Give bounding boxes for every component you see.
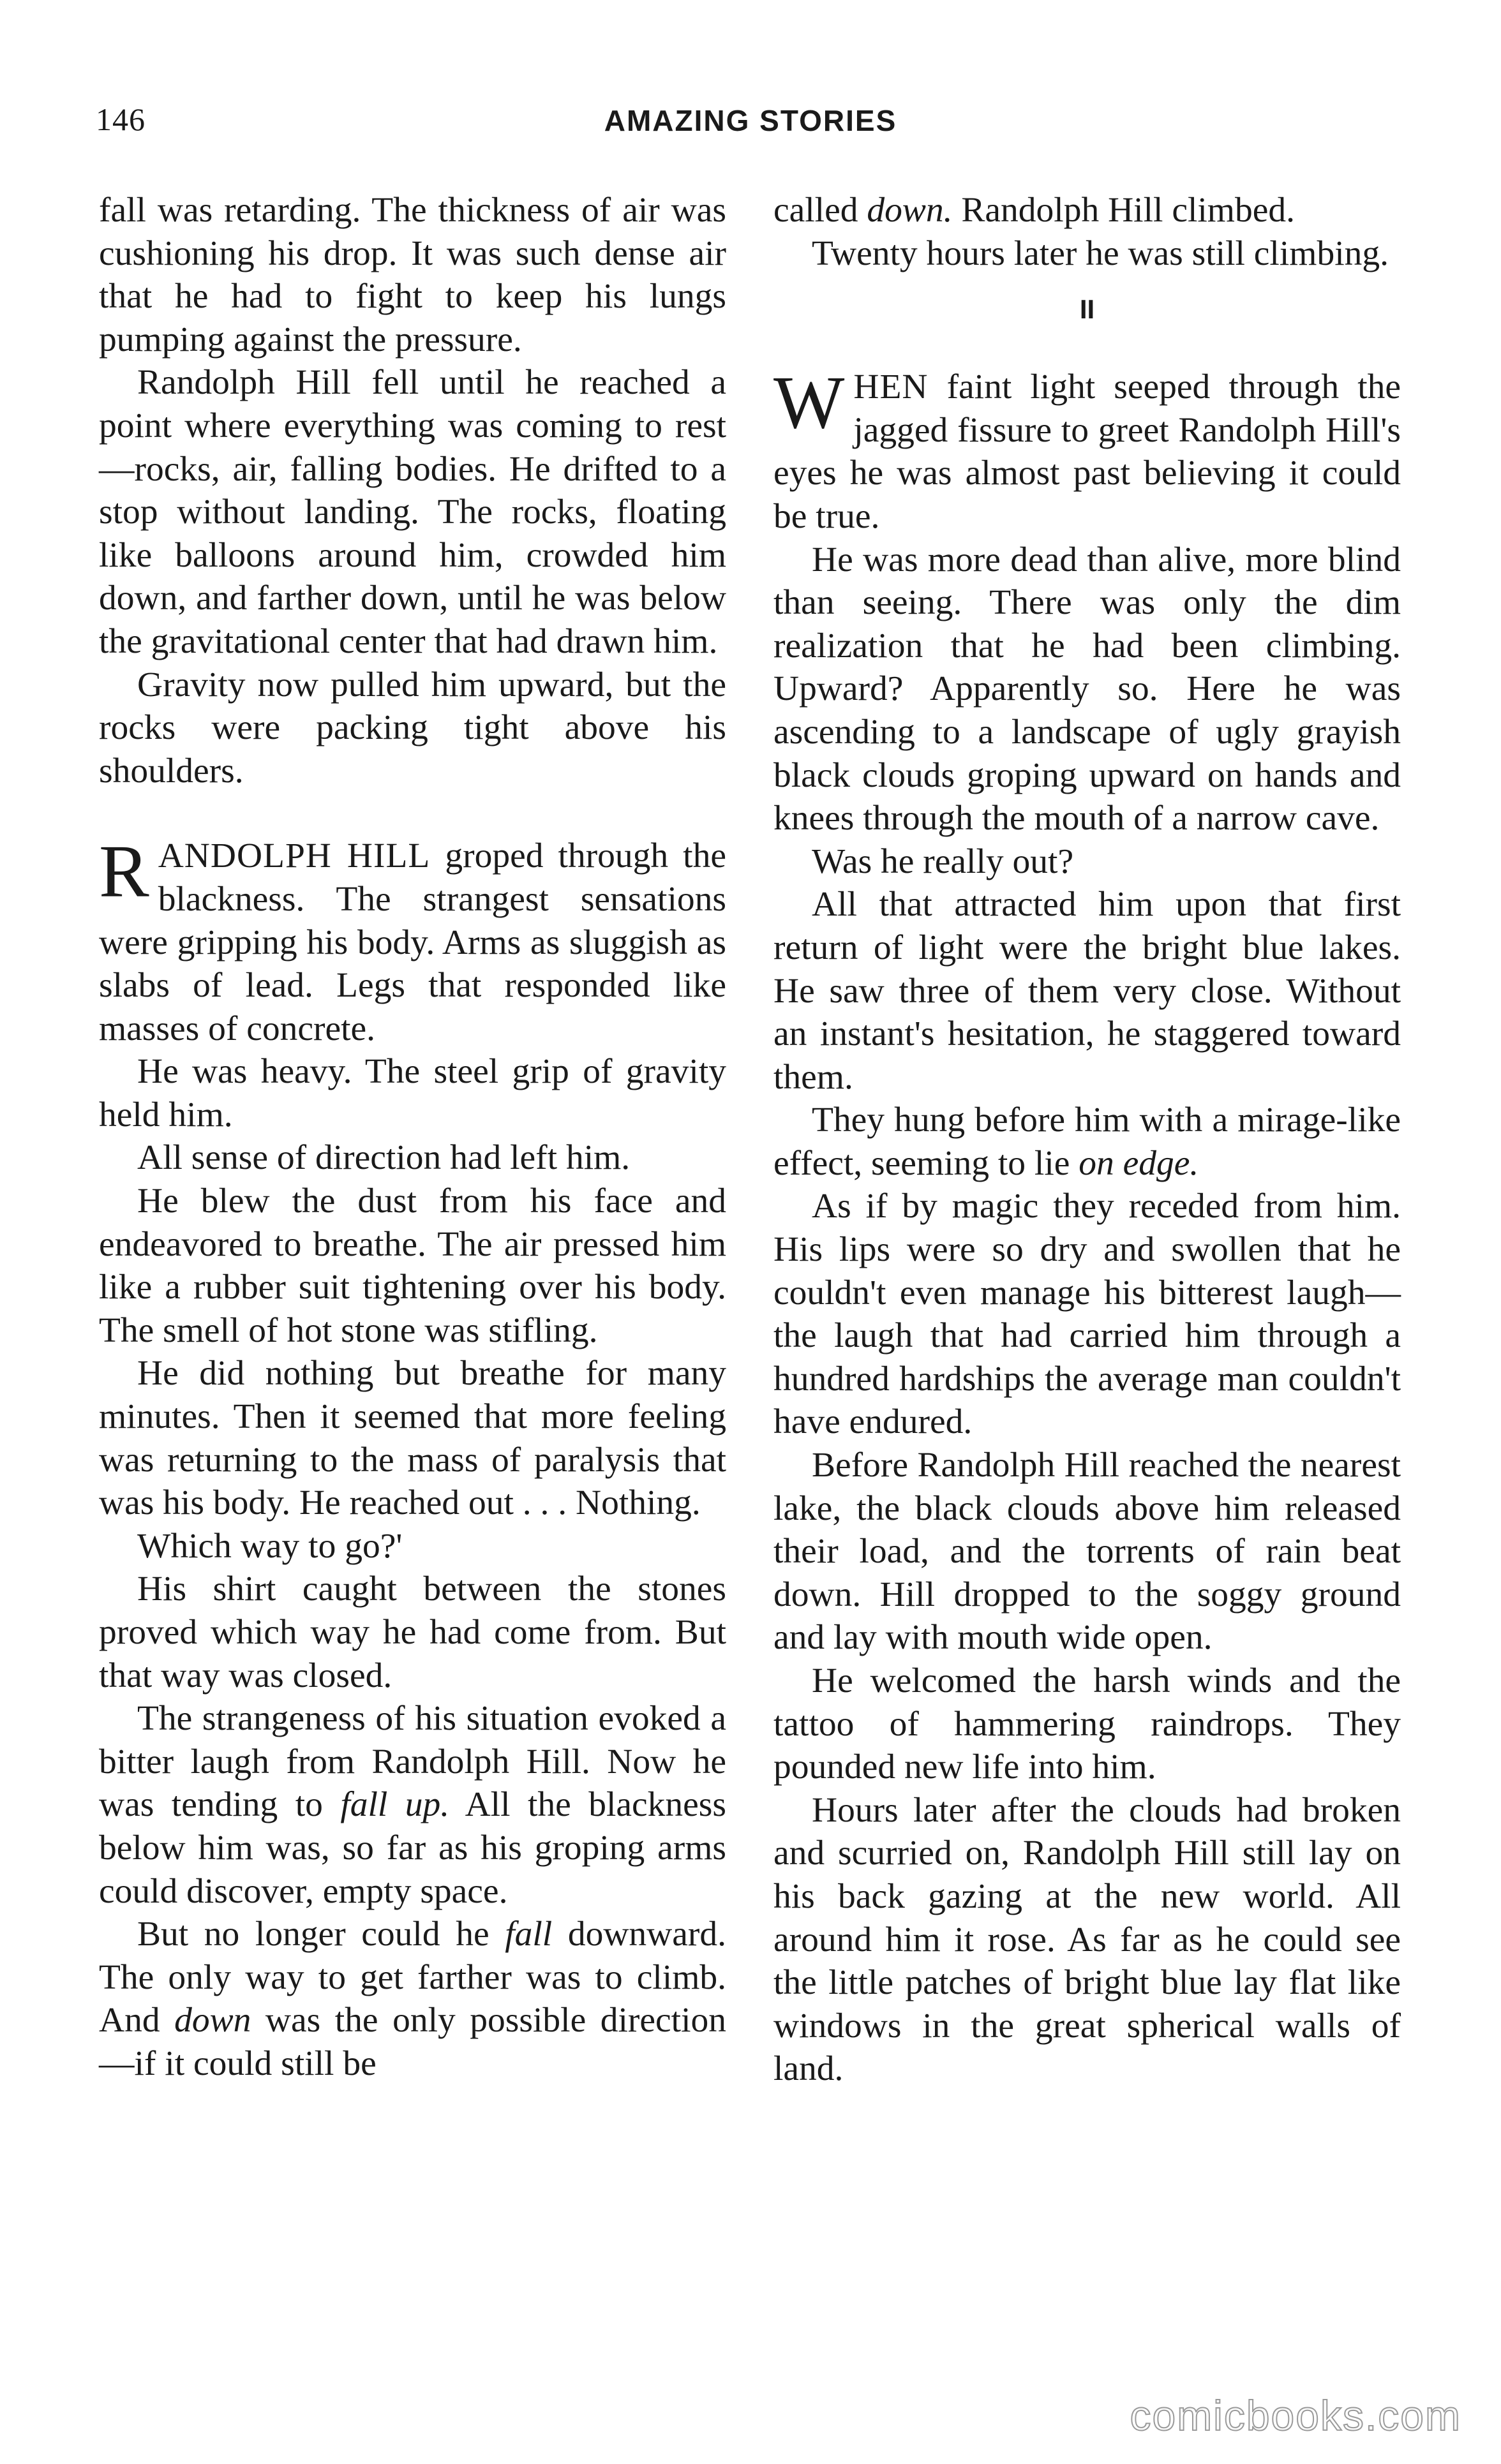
paragraph: He did nothing but breathe for many minutes. Then it seemed that more feeling was returning to the mass of paralysis that was his body. He reached out . . . Nothing. <box>99 1354 726 1523</box>
paragraph-drop-cap <box>773 360 1401 538</box>
paragraph: Gravity now pulled him upward, but the rocks were packing tight above his shoulders. <box>99 665 726 790</box>
paragraph: All that attracted him upon that first return of light were the bright blue lakes. He saw three of them very close. Without an instant's hesitation, he staggered toward them. <box>773 885 1401 1097</box>
italic-text: down <box>174 2001 251 2040</box>
drop-cap: R <box>99 829 149 914</box>
paragraph-text: faint light seeped through the jagged fissure to greet Randolph Hill's eyes he was almost past believing it could be true. <box>773 367 1401 536</box>
left-column <box>99 189 726 2086</box>
watermark: comicbooks.com <box>1130 2392 1461 2439</box>
paragraph: Hours later after the clouds had broken and scurried on, Randolph Hill still lay on his back gazing at the new world. All around him it rose. As far as he could see the little patches of bright blue lay flat like windows in the great spherical walls of land. <box>773 1790 1401 2089</box>
italic-text: fall <box>505 1915 553 1954</box>
paragraph: Randolph Hill fell until he reached a point where everything was coming to rest—rocks, air, falling bodies. He drifted to a stop without landing. The rocks, floating like balloons around him, crowded him down, and farther down, until he was below the gravitational center that had drawn him. <box>99 363 726 661</box>
section-number: II <box>1079 294 1095 325</box>
running-head: AMAZING STORIES <box>604 104 897 137</box>
paragraph-text: They hung before him with a mirage-like effect, seeming to lie <box>773 1101 1401 1183</box>
right-column <box>773 189 1401 2091</box>
paragraph <box>773 189 1401 232</box>
paragraph <box>773 1099 1401 1185</box>
paragraph: His shirt caught between the stones proved which way he had come from. But that way was closed. <box>99 1570 726 1695</box>
drop-cap: W <box>773 360 845 445</box>
paragraph: He blew the dust from his face and endeavored to breathe. The air pressed him like a rubber suit tightening over his body. The smell of hot stone was stifling. <box>99 1182 726 1350</box>
italic-text: fall up. <box>340 1785 450 1825</box>
paragraph-text: The strangeness of his situation evoked a bitter laugh from Randolph Hill. Now he was tending to <box>99 1699 726 1825</box>
paragraph-drop-cap <box>99 829 726 1050</box>
paragraph: All sense of direction had left him. <box>137 1138 631 1178</box>
paragraph: As if by magic they receded from him. His lips were so dry and swollen that he couldn't even manage his bitterest laugh—the laugh that had carried him through a hundred hardships the average man couldn't have endured. <box>773 1187 1401 1442</box>
paragraph: Twenty hours later he was still climbing. <box>812 234 1389 273</box>
paragraph-text: All the blackness below him was, so far as his groping arms could discover, empty space. <box>99 1785 726 1911</box>
paragraph: He welcomed the harsh winds and the tattoo of hammering raindrops. They pounded new life into him. <box>773 1661 1401 1787</box>
section-break <box>99 792 726 835</box>
paragraph: Which way to go?' <box>137 1526 403 1566</box>
paragraph-text: But no longer could he <box>137 1915 505 1954</box>
small-caps-lead: HEN <box>853 367 929 407</box>
paragraph-text: groped through the blackness. The strangest sensations were gripping his body. Arms as sluggish as slabs of lead. Legs that responded like masses of concrete. <box>99 836 726 1048</box>
paragraph-text: Randolph Hill climbed. <box>952 191 1295 230</box>
small-caps-lead: ANDOLPH HILL <box>158 836 431 876</box>
paragraph: He was more dead than alive, more blind than seeing. There was only the dim realization that he had been climbing. Upward? Apparently so. Here he was ascending to a landscape of ugly grayish black clouds groping upward on hands and knees through the mouth of a narrow cave. <box>773 540 1401 838</box>
italic-text: down. <box>867 191 953 230</box>
paragraph-text: downward. The only way to get farther was to climb. And <box>99 1915 726 2040</box>
paragraph-text: was the only possible direction—if it could still be <box>99 2001 726 2083</box>
paragraph <box>99 1697 726 1913</box>
paragraph: Before Randolph Hill reached the nearest lake, the black clouds above him released their load, and the torrents of rain beat down. Hill dropped to the soggy ground and lay with mouth wide open. <box>773 1446 1401 1658</box>
page-number: 146 <box>96 101 146 137</box>
paragraph: He was heavy. The steel grip of gravity held him. <box>99 1052 726 1134</box>
paragraph: Was he really out? <box>812 842 1074 881</box>
paragraph: fall was retarding. The thickness of air was cushioning his drop. It was such dense air that he had to fight to keep his lungs pumping against the pressure. <box>99 191 726 359</box>
paragraph-text: called <box>773 191 867 230</box>
italic-text: on edge. <box>1079 1143 1199 1183</box>
paragraph <box>99 1913 726 2085</box>
